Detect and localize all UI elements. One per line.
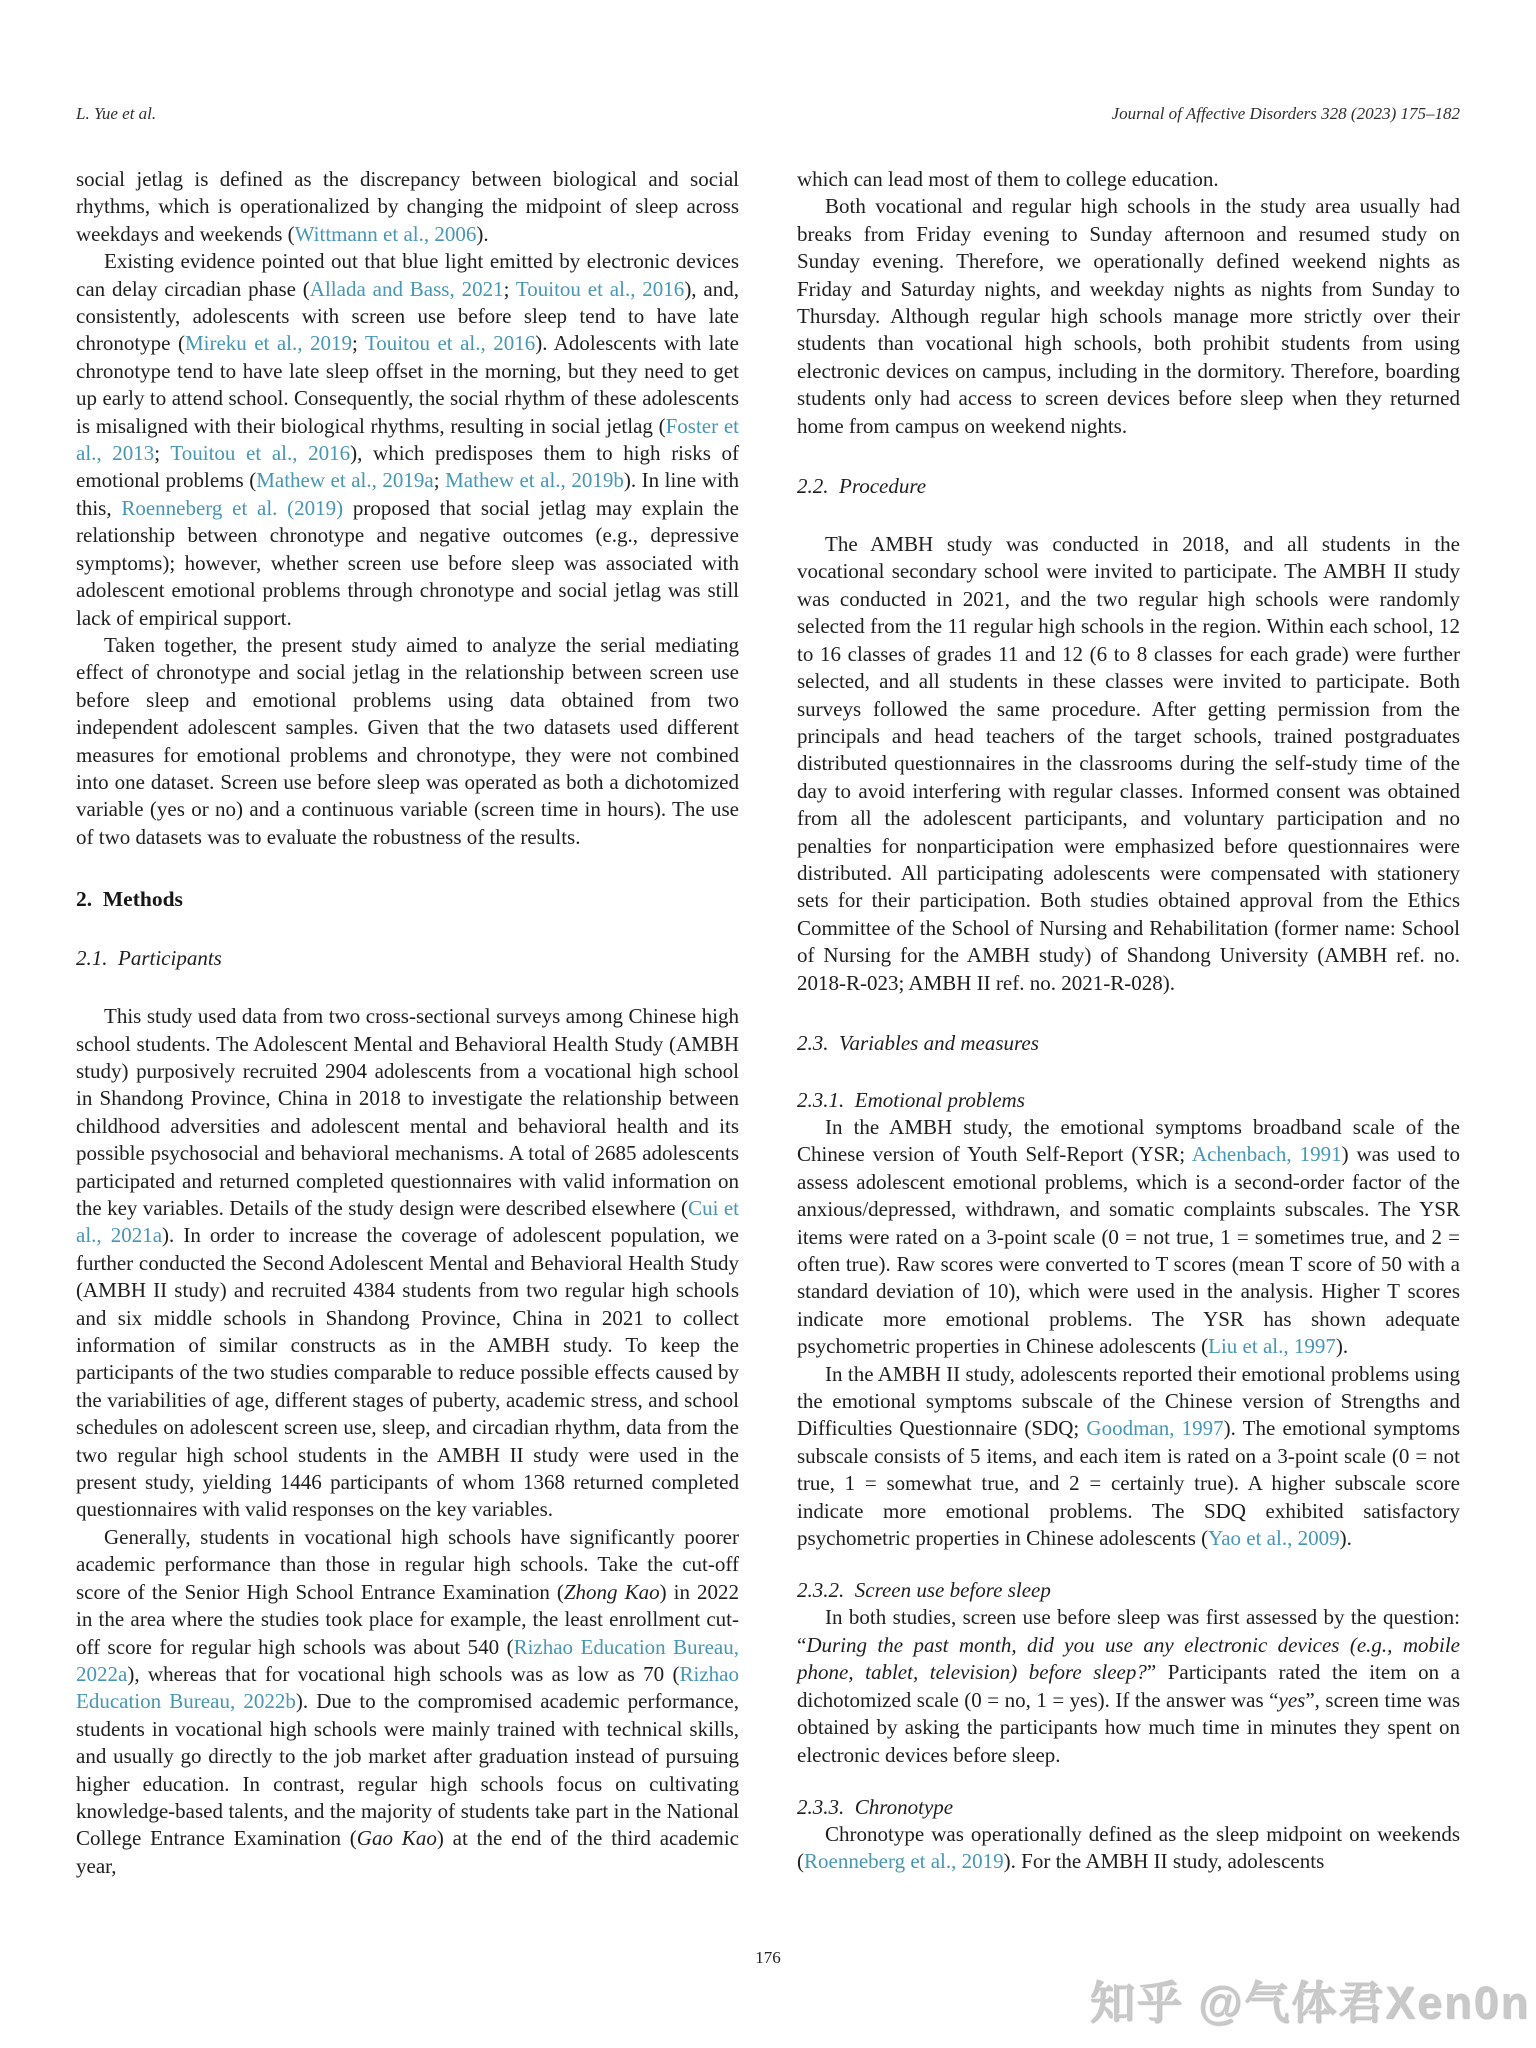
subsubsection-heading: 2.3.2. Screen use before sleep xyxy=(797,1578,1051,1603)
text-run: ) at the end of the third academic year, xyxy=(76,1826,739,1878)
text-run: ). xyxy=(476,221,489,246)
left-column xyxy=(76,166,739,1880)
citation-link[interactable]: Yao et al., 2009 xyxy=(1208,1526,1340,1551)
text-run: Chronotype was operationally defined as the sleep midpoint on weekends ( xyxy=(797,1821,1460,1874)
paragraph xyxy=(797,193,1460,440)
text-run: ). For the AMBH II study, adolescents xyxy=(1003,1849,1325,1874)
citation-link[interactable]: Mireku et al., 2019 xyxy=(184,331,352,356)
text-run: Both vocational and regular high schools in the study area usually had breaks from Friday evening to Sunday afternoon and resumed study on Sunday evening. Therefore, we operationally defined weekend nights as Friday and Saturday nights, and weekday nights as nights from Sunday to Thursday. Although regular high schools manage more strictly over their students than vocational high schools, both prohibit students from using electronic devices on campus, including in the dormitory. Therefore, boarding students only had access to screen devices before sleep when they returned home from campus on weekend nights. xyxy=(797,194,1460,438)
running-head-authors: L. Yue et al. xyxy=(76,104,157,123)
text-run: The AMBH study was conducted in 2018, and all students in the vocational secondary school were invited to participate. The AMBH II study was conducted in 2021, and the two regular high schools were randomly selected from the 11 regular high schools in the region. Within each school, 12 to 16 classes of grades 11 and 12 (6 to 8 classes for each grade) were further selected, and all students in these classes were invited to participate. Both surveys followed the same procedure. After getting permission from the principals and head teachers of the target schools, trained postgraduates distributed questionnaires in the classrooms during the self-study time of the day to avoid interfering with regular classes. Informed consent was obtained from all the adolescent participants, and voluntary participation and no penalties for nonparticipation were emphasized before questionnaires were distributed. All participating adolescents were compensated with stationery sets for their participation. Both studies obtained approval from the Ethics Committee of the School of Nursing and Rehabilitation (former name: School of Nursing for the AMBH study) of Shandong University (AMBH ref. no. 2018-R-023; AMBH II ref. no. 2021-R-028). xyxy=(797,532,1460,995)
text-run: social jetlag is defined as the discrepancy between biological and social rhythms, which is operationalized by changing the midpoint of sleep across weekdays and weekends ( xyxy=(76,167,739,246)
paragraph xyxy=(797,166,1460,193)
subsubsection-heading: 2.3.3. Chronotype xyxy=(797,1794,954,1819)
text-run: ). In line with this, xyxy=(76,468,739,520)
paragraph xyxy=(76,1524,739,1880)
citation-link[interactable]: Mathew et al., 2019a xyxy=(256,468,434,493)
text-run: In the AMBH study, the emotional symptoms broadband scale of the Chinese version of Youth Self-Report (YSR; xyxy=(797,1114,1460,1167)
text-run: ; xyxy=(352,331,365,356)
italic-text: Gao Kao xyxy=(356,1826,437,1851)
text-run: ” Participants rated the item on a dichotomized scale (0 = no, 1 = yes). If the answer was “ xyxy=(797,1660,1460,1712)
subsection-heading: 2.1. Participants xyxy=(76,946,222,971)
running-head xyxy=(76,104,1460,124)
paragraph xyxy=(797,1114,1460,1361)
text-run: ), which predisposes them to high risks of emotional problems ( xyxy=(76,441,739,493)
text-run: ), and, consistently, adolescents with screen use before sleep tend to have late chronotype ( xyxy=(76,276,739,356)
right-column xyxy=(797,166,1460,1880)
text-run: ”, screen time was obtained by asking the participants how much time in minutes they spent on electronic devices before sleep. xyxy=(797,1687,1461,1767)
paragraph xyxy=(76,248,739,632)
text-run: Generally, students in vocational high schools have significantly poorer academic performance than those in regular high schools. Take the cut-off score of the Senior High School Entrance Examination ( xyxy=(76,1524,739,1604)
citation-link[interactable]: Cui et al., 2021a xyxy=(76,1196,740,1248)
page-number: 176 xyxy=(755,1948,781,1967)
text-run: which can lead most of them to college education. xyxy=(797,167,1219,191)
text-run: ). In order to increase the coverage of adolescent population, we further conducted the Second Adolescent Mental and Behavioral Health Study (AMBH II study) and recruited 4384 students from two regular high schools and six middle schools in Shandong Province, China in 2021 to collect information of similar constructs as in the AMBH study. To keep the participants of the two studies comparable to reduce possible effects caused by the variabilities of age, different stages of puberty, academic stress, and school schedules on adolescent screen use, sleep, and circadian rhythm, data from the two regular high school students in the AMBH II study were used in the present study, yielding 1446 participants of whom 1368 returned completed questionnaires with valid responses on the key variables. xyxy=(76,1223,739,1522)
paragraph xyxy=(797,1821,1460,1876)
text-run: ). xyxy=(1339,1526,1352,1551)
citation-link[interactable]: Liu et al., 1997 xyxy=(1208,1334,1336,1359)
paragraph xyxy=(76,1003,739,1524)
text-run: ). Due to the compromised academic performance, students in vocational high schools were mainly trained with technical skills, and usually go directly to the job market after graduation instead of pursuing higher education. In contrast, regular high schools focus on cultivating knowledge-based talents, and the majority of students take part in the National College Entrance Examination ( xyxy=(76,1689,739,1851)
watermark: 知乎 @气体君Xen0n xyxy=(1089,1977,1530,2028)
text-run: ). The emotional symptoms subscale consists of 5 items, and each item is rated on a 3-point scale (0 = not true, 1 = somewhat true, and 2 = certainly true). A higher subscale score indicate more emotional problems. The SDQ exhibited satisfactory psychometric properties in Chinese adolescents ( xyxy=(797,1416,1460,1551)
text-run: proposed that social jetlag may explain the relationship between chronotype and negative outcomes (e.g., depressive symptoms); however, whether screen use before sleep was associated with adolescent emotional problems through chronotype and social jetlag was still lack of empirical support. xyxy=(76,495,739,630)
citation-link[interactable]: Touitou et al., 2016 xyxy=(364,331,536,356)
text-run: ; xyxy=(154,441,171,466)
citation-link[interactable]: Goodman, 1997 xyxy=(1086,1416,1224,1441)
citation-link[interactable]: Foster et al., 2013 xyxy=(76,413,739,466)
text-run: In the AMBH II study, adolescents reported their emotional problems using the emotional symptoms subscale of the Chinese version of Strengths and Difficulties Questionnaire (SDQ; xyxy=(797,1361,1460,1441)
citation-link[interactable]: Wittmann et al., 2006 xyxy=(294,221,477,246)
two-column-body xyxy=(76,166,1460,1880)
text-run: This study used data from two cross-sectional surveys among Chinese high school students. The Adolescent Mental and Behavioral Health Study (AMBH study) purposively recruited 2904 adolescents from a vocational high school in Shandong Province, China in 2018 to investigate the relationship between childhood adversities and adolescent mental and behavioral health and its possible psychosocial and behavioral mechanisms. A total of 2685 adolescents participated and returned completed questionnaires with valid information on the key variables. Details of the study design were described elsewhere ( xyxy=(76,1004,739,1220)
text-run: ). Adolescents with late chronotype tend to have late sleep offset in the morning, but they need to get up early to attend school. Consequently, the social rhythm of these adolescents is misaligned with their biological rhythms, resulting in social jetlag ( xyxy=(76,331,739,438)
text-run: In both studies, screen use before sleep was first assessed by the question: “ xyxy=(797,1605,1460,1657)
paragraph xyxy=(797,531,1460,997)
page-content xyxy=(76,104,1460,1880)
text-run: ). xyxy=(1335,1334,1349,1359)
text-run: ; xyxy=(433,468,446,493)
italic-text: yes xyxy=(1278,1687,1306,1712)
paragraph xyxy=(76,166,739,248)
running-head-journal: Journal of Affective Disorders 328 (2023) 175–182 xyxy=(1111,104,1460,123)
text-run: ), whereas that for vocational high schools was as low as 70 ( xyxy=(127,1661,680,1686)
citation-link[interactable]: Touitou et al., 2016 xyxy=(170,441,351,466)
text-run: Taken together, the present study aimed to analyze the serial mediating effect of chronotype and social jetlag in the relationship between screen use before sleep and emotional problems using data obtained from two independent adolescent samples. Given that the two datasets used different measures for emotional problems and chronotype, they were not combined into one dataset. Screen use before sleep was operated as both a dichotomized variable (yes or no) and a continuous variable (screen time in hours). The use of two datasets was to evaluate the robustness of the results. xyxy=(76,632,739,849)
citation-link[interactable]: Touitou et al., 2016 xyxy=(515,276,685,301)
paragraph xyxy=(797,1361,1460,1553)
paragraph xyxy=(797,1604,1460,1768)
subsection-heading: 2.2. Procedure xyxy=(797,474,927,499)
citation-link[interactable]: Rizhao Education Bureau, 2022b xyxy=(76,1661,739,1714)
paragraph xyxy=(76,632,739,851)
citation-link[interactable]: Mathew et al., 2019b xyxy=(445,468,624,493)
italic-text: During the past month, did you use any electronic devices (e.g., mobile phone, tablet, television) before sleep? xyxy=(797,1632,1460,1685)
text-run: ) was used to assess adolescent emotional problems, which is a second-order factor of the anxious/depressed, withdrawn, and somatic complaints subscales. The YSR items were rated on a 3-point scale (0 = not true, 1 = sometimes true, and 2 = often true). Raw scores were converted to T scores (mean T score of 50 with a standard deviation of 10), which were used in the analysis. Higher T scores indicate more emotional problems. The YSR has shown adequate psychometric properties in Chinese adolescents ( xyxy=(797,1142,1460,1359)
citation-link[interactable]: Rizhao Education Bureau, 2022a xyxy=(76,1634,739,1686)
text-run: Existing evidence pointed out that blue light emitted by electronic devices can delay circadian phase ( xyxy=(76,249,739,301)
text-run: ) in 2022 in the area where the studies took place for example, the least enrollment cut-off score for regular high schools was about 540 ( xyxy=(76,1579,740,1659)
section-heading: 2. Methods xyxy=(76,887,183,912)
citation-link[interactable]: Allada and Bass, 2021 xyxy=(309,276,504,301)
citation-link[interactable]: Roenneberg et al., 2019 xyxy=(804,1849,1004,1874)
italic-text: Zhong Kao xyxy=(563,1579,660,1604)
subsection-heading: 2.3. Variables and measures xyxy=(797,1030,1039,1055)
citation-link[interactable]: Roenneberg et al. (2019) xyxy=(121,495,344,520)
subsubsection-heading: 2.3.1. Emotional problems xyxy=(797,1087,1025,1112)
citation-link[interactable]: Achenbach, 1991 xyxy=(1191,1142,1342,1167)
text-run: ; xyxy=(503,276,516,301)
